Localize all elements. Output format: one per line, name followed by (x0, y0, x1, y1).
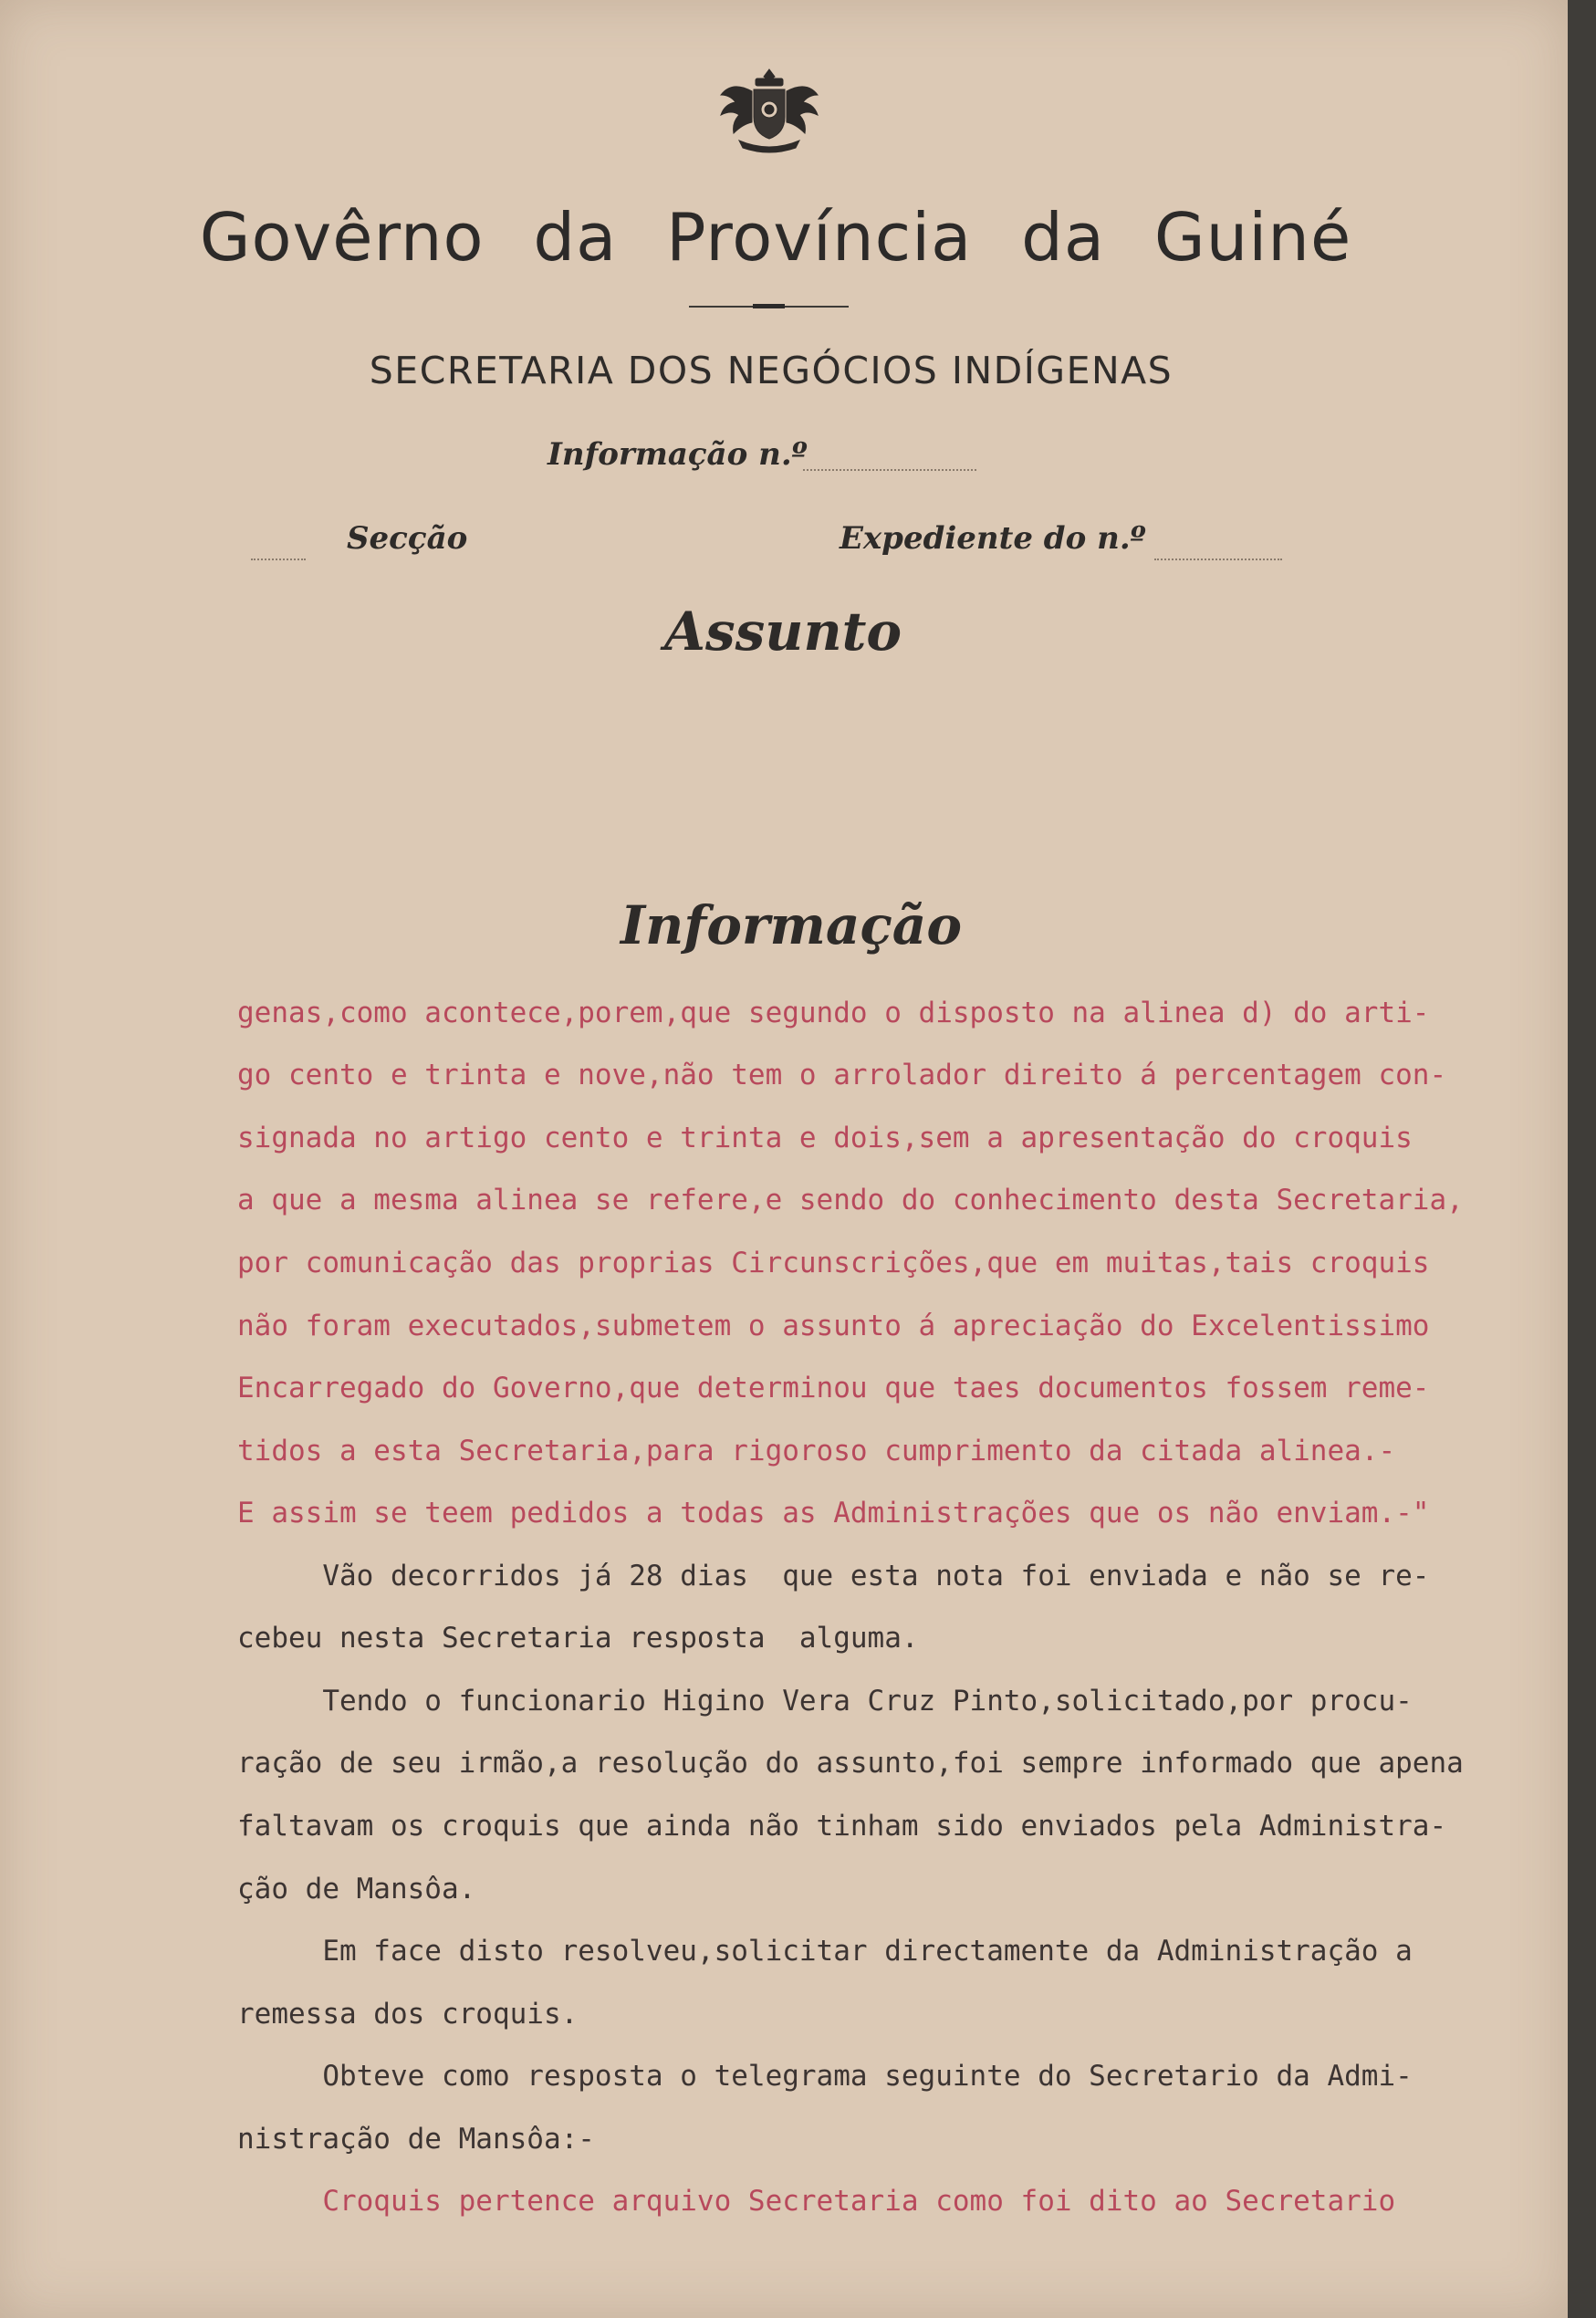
body-line: ração de seu irmão,a resolução do assunto,foi sempre informado que apena (237, 1747, 1464, 1780)
body-line: cebeu nesta Secretaria resposta alguma. (237, 1622, 919, 1655)
informacao-heading: Informação (621, 894, 963, 956)
seccao-label: Secção (347, 520, 468, 557)
expediente-number-field (1154, 559, 1282, 560)
body-line: por comunicação das proprias Circunscrições,que em muitas,tais croquis (237, 1247, 1430, 1279)
body-line: Em face disto resolveu,solicitar directamente da Administração a (237, 1935, 1413, 1968)
body-line: Tendo o funcionario Higino Vera Cruz Pinto,solicitado,por procu- (237, 1685, 1413, 1718)
body-line: Obteve como resposta o telegrama seguinte do Secretario da Admi- (237, 2060, 1413, 2093)
department-name: SECRETARIA DOS NEGÓCIOS INDÍGENAS (369, 349, 1174, 392)
body-line: go cento e trinta e nove,não tem o arrolador direito á percentagem con- (237, 1059, 1447, 1091)
title-divider-mark (753, 304, 785, 308)
body-line: a que a mesma alinea se refere,e sendo do conhecimento desta Secretaria, (237, 1184, 1464, 1216)
body-line: faltavam os croquis que ainda não tinham sido enviados pela Administra- (237, 1810, 1447, 1843)
expediente-label: Expediente do n.º (840, 520, 1146, 557)
government-title: Govêrno da Província da Guiné (199, 199, 1352, 276)
body-line: tidos a esta Secretaria,para rigoroso cumprimento da citada alinea.- (237, 1435, 1396, 1467)
body-line: Vão decorridos já 28 dias que esta nota foi enviada e não se re- (237, 1560, 1430, 1592)
body-line: não foram executados,submetem o assunto á apreciação do Excelentissimo (237, 1310, 1430, 1342)
body-line: ção de Mansôa. (237, 1873, 476, 1906)
scan-edge (1568, 0, 1596, 2318)
seccao-field (251, 559, 306, 560)
body-line: remessa dos croquis. (237, 1998, 579, 2031)
informacao-number-label: Informação n.º (548, 436, 808, 473)
assunto-heading: Assunto (664, 600, 902, 663)
body-line: nistração de Mansôa:- (237, 2123, 595, 2156)
body-line: genas,como acontece,porem,que segundo o disposto na alinea d) do arti- (237, 997, 1430, 1029)
body-line: Croquis pertence arquivo Secretaria como foi dito ao Secretario (237, 2185, 1396, 2218)
informacao-number-field (803, 469, 976, 471)
coat-of-arms-icon (712, 64, 827, 155)
body-line: E assim se teem pedidos a todas as Administrações que os não enviam.-" (237, 1497, 1430, 1530)
body-line: Encarregado do Governo,que determinou que taes documentos fossem reme- (237, 1372, 1430, 1404)
body-line: signada no artigo cento e trinta e dois,sem a apresentação do croquis (237, 1122, 1413, 1154)
